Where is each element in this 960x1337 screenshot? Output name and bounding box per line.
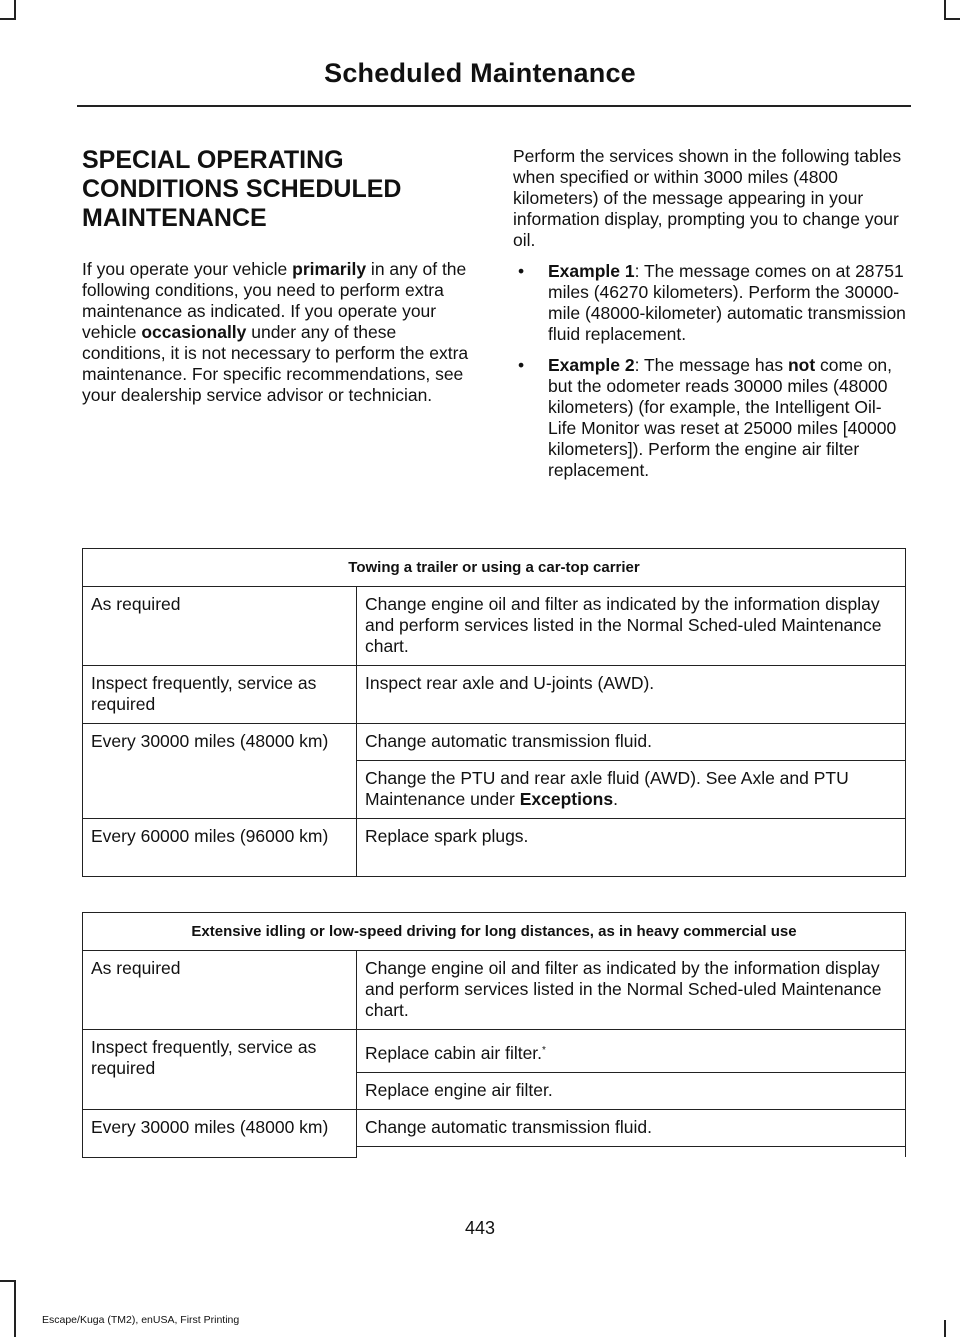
table-header-row (83, 549, 906, 587)
table-row (83, 819, 906, 877)
service-cell: Change engine oil and filter as indicated by the information display and perform services listed in the Normal Sched-uled Maintenance chart. (357, 951, 906, 1030)
crop-mark-bottom-left-vertical (14, 1280, 16, 1337)
exceptions-reference: Exceptions (519, 789, 614, 809)
crop-mark-bottom-right-vertical (944, 1320, 946, 1337)
interval-cell: Every 30000 miles (48000 km) (83, 724, 357, 819)
interval-cell: Inspect frequently, service as required (83, 666, 357, 724)
footer-edition: Escape/Kuga (TM2), enUSA, First Printing (42, 1314, 240, 1326)
service-text: Change the PTU and rear axle fluid (AWD). See Axle and PTU Maintenance under (365, 768, 849, 809)
idling-maintenance-table (82, 912, 906, 1158)
services-paragraph: Perform the services shown in the following tables when specified or within 3000 miles (4800 kilometers) of the message appearing in your information display, prompting you to change your oil. (513, 146, 902, 250)
interval-cell: Every 60000 miles (96000 km) (83, 819, 357, 877)
intro-text-3: under any of these conditions, it is not necessary to perform the extra maintenance. For specific recommendations, see your dealership service advisor or technician. (82, 322, 469, 405)
table-row (83, 1110, 906, 1147)
example-2-text-2: come on, but the odometer reads 30000 miles (48000 kilometers) (for example, the Intelligent Oil-Life Monitor was reset at 25000 miles [40000 kilometers]). Perform the engine air filter replacement. (548, 355, 897, 480)
left-column (82, 146, 482, 406)
example-list (513, 261, 909, 481)
idling-table-title: Extensive idling or low-speed driving for long distances, as in heavy commercial use (83, 913, 906, 951)
crop-mark-top-left-vertical (14, 0, 16, 20)
right-column (513, 146, 909, 491)
service-cell: Replace engine air filter. (357, 1073, 906, 1110)
crop-mark-bottom-left-horizontal (0, 1280, 16, 1282)
page-header-title: Scheduled Maintenance (324, 58, 636, 88)
crop-mark-top-right-vertical (944, 0, 946, 20)
towing-table-title: Towing a trailer or using a car-top carrier (83, 549, 906, 587)
service-cell: Replace spark plugs. (357, 819, 906, 877)
example-1-item (513, 261, 909, 345)
service-cell: Change automatic transmission fluid. (357, 1110, 906, 1147)
header-rule (77, 105, 911, 107)
intro-text-2: in any of the following conditions, you need to perform extra maintenance as indicated. If you operate your vehicle (82, 259, 467, 342)
crop-mark-top-left-horizontal (0, 18, 16, 20)
table-row (83, 724, 906, 761)
interval-cell: As required (83, 587, 357, 666)
interval-cell: As required (83, 951, 357, 1030)
towing-maintenance-table (82, 548, 906, 877)
example-2-text-1: : The message has (634, 355, 788, 375)
page-number: 443 (464, 1218, 496, 1238)
section-title-line-3: MAINTENANCE (82, 204, 267, 232)
example-2-item (513, 355, 909, 481)
example-1-label: Example 1 (548, 261, 635, 281)
section-title-line-2: CONDITIONS SCHEDULED (82, 175, 402, 203)
service-cell (357, 761, 906, 819)
example-2-label: Example 2 (548, 355, 635, 375)
section-title-line-1: SPECIAL OPERATING (82, 146, 344, 174)
service-text-end: . (613, 789, 618, 809)
service-text: Replace cabin air filter. (365, 1043, 543, 1063)
bullet-glyph: • (518, 261, 525, 281)
footnote-marker: * (542, 1045, 546, 1056)
service-cell (357, 1030, 906, 1073)
section-title (82, 146, 482, 233)
interval-cell: Inspect frequently, service as required (83, 1030, 357, 1110)
service-cell: Change engine oil and filter as indicated by the information display and perform services listed in the Normal Sched-uled Maintenance chart. (357, 587, 906, 666)
table-row (83, 666, 906, 724)
intro-text-1: If you operate your vehicle (82, 259, 293, 279)
intro-paragraph (82, 259, 482, 406)
service-cell: Change automatic transmission fluid. (357, 724, 906, 761)
bullet-glyph: • (518, 355, 525, 375)
interval-cell: Every 30000 miles (48000 km) (83, 1110, 357, 1158)
table-row (83, 587, 906, 666)
service-cell: Inspect rear axle and U-joints (AWD). (357, 666, 906, 724)
example-1-text: : The message comes on at 28751 miles (46270 kilometers). Perform the 30000-mile (48000-kilometer) automatic transmission fluid replacement. (548, 261, 906, 344)
table-header-row (83, 913, 906, 951)
table-row (83, 1030, 906, 1073)
intro-emphasis-primarily: primarily (292, 259, 367, 279)
intro-emphasis-occasionally: occasionally (141, 322, 247, 342)
table-row (83, 951, 906, 1030)
crop-mark-top-right-horizontal (944, 18, 960, 20)
service-cell (357, 1147, 906, 1158)
example-2-emphasis-not: not (787, 355, 816, 375)
